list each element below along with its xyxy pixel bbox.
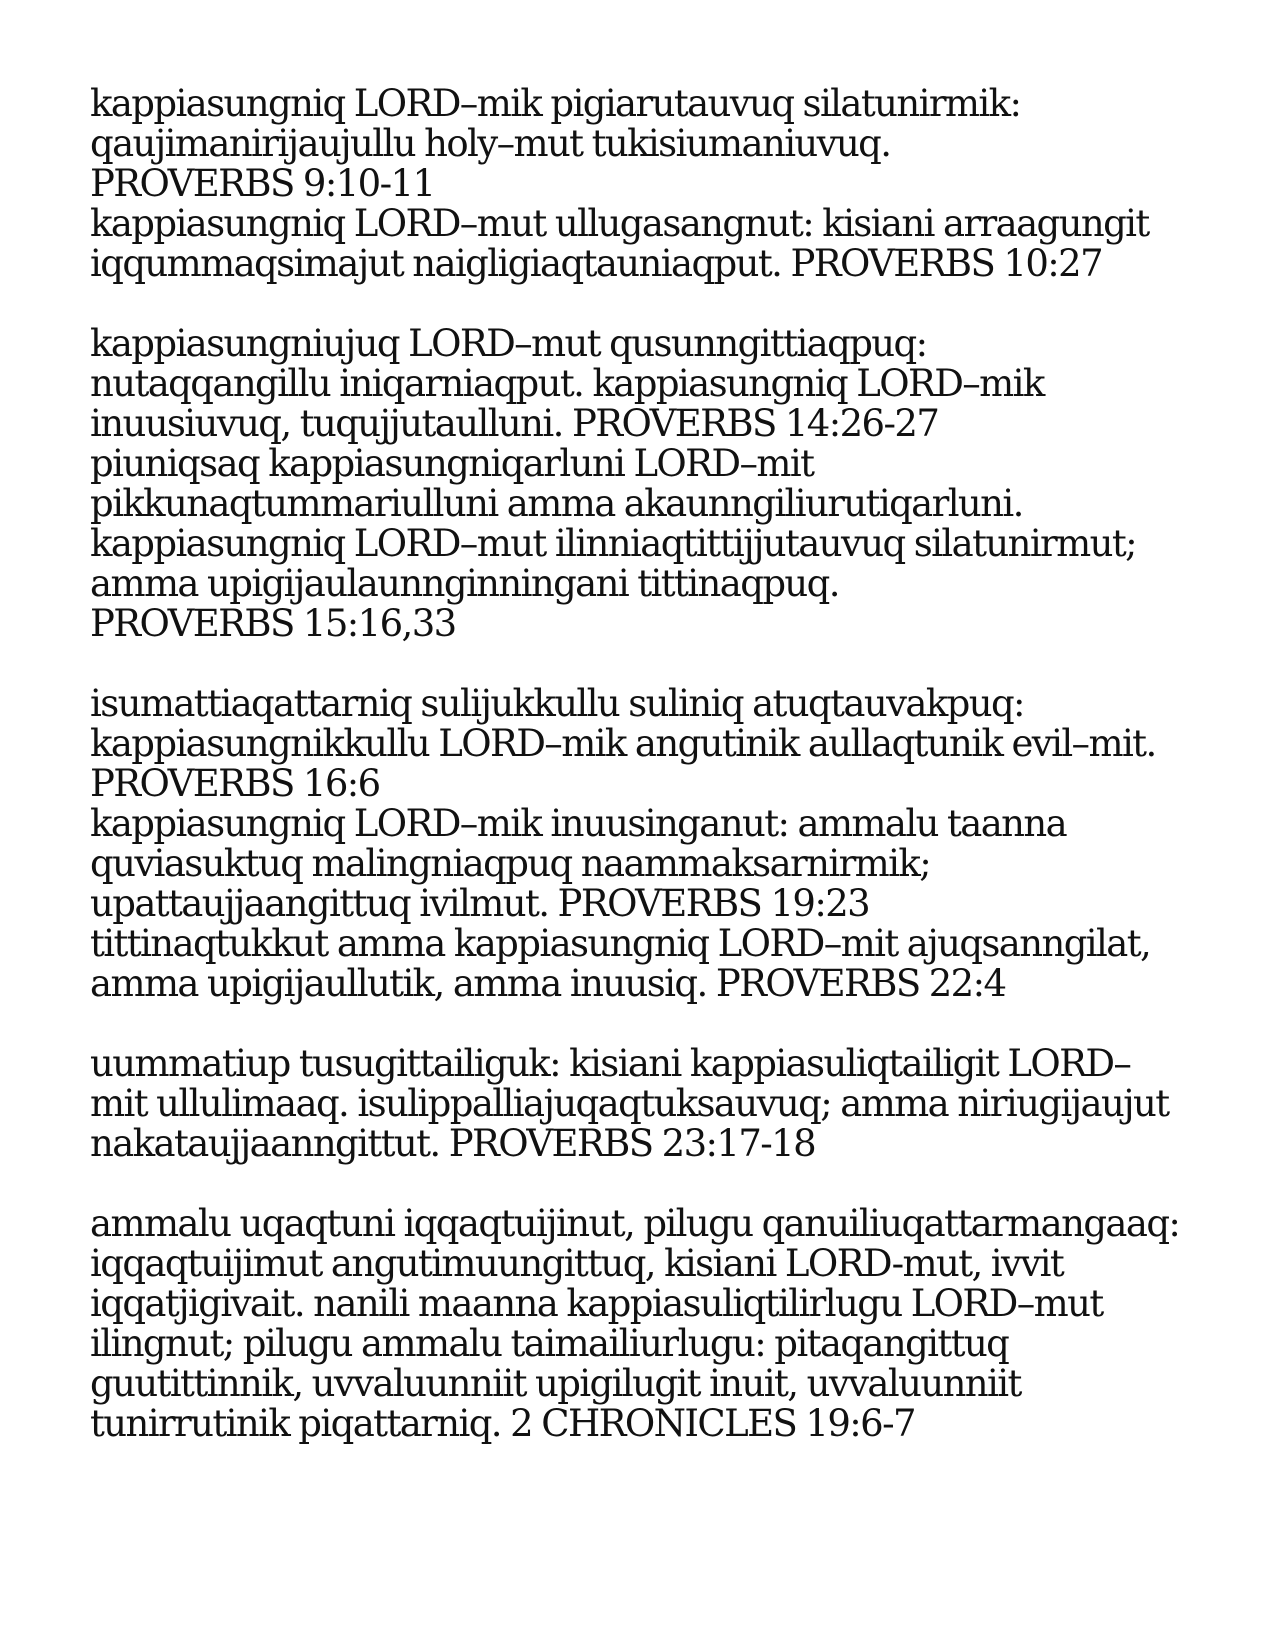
text-line: PROVERBS 16:6	[90, 762, 380, 805]
text-line: iqqaqtuijimut angutimuungittuq, kisiani LORD-mut, ivvit	[90, 1242, 1064, 1285]
text-line: ilingnut; pilugu ammalu taimailiurlugu: pitaqangittuq	[90, 1322, 1009, 1365]
text-line: pikkunaqtummariulluni amma akaunngiliurutiqarluni.	[90, 482, 1023, 525]
text-line: tunirrutinik piqattarniq. 2 CHRONICLES 19:6-7	[90, 1402, 915, 1445]
text-line: qaujimanirijaujullu holy–mut tukisiumaniuvuq.	[90, 122, 891, 165]
text-line: inuusiuvuq, tuqujjutaulluni. PROVERBS 14:26-27	[90, 402, 939, 445]
text-line: kappiasungniujuq LORD–mut qusunngittiaqpuq:	[90, 322, 927, 365]
text-line: iqqatjigivait. nanili maanna kappiasuliqtilirlugu LORD–mut	[90, 1282, 1103, 1325]
text-line: quviasuktuq malingniaqpuq naammaksarnirmik;	[90, 842, 931, 885]
text-line: PROVERBS 15:16,33	[90, 602, 456, 645]
verse-block-1	[90, 84, 1250, 284]
text-line: upattaujjaangittuq ivilmut. PROVERBS 19:23	[90, 882, 870, 925]
text-line: iqqummaqsimajut naigligiaqtauniaqput. PROVERBS 10:27	[90, 242, 1103, 285]
text-line: PROVERBS 9:10-11	[90, 162, 435, 205]
text-line: kappiasungnikkullu LORD–mik angutinik aullaqtunik evil–mit.	[90, 722, 1156, 765]
verse-block-2	[90, 324, 1250, 644]
text-line: kappiasungniq LORD–mik pigiarutauvuq silatunirmik:	[90, 82, 1021, 125]
text-line: kappiasungniq LORD–mut ullugasangnut: kisiani arraagungit	[90, 202, 1149, 245]
text-line: kappiasungniq LORD–mut ilinniaqtittijjutauvuq silatunirmut;	[90, 522, 1136, 565]
text-line: kappiasungniq LORD–mik inuusinganut: ammalu taanna	[90, 802, 1067, 845]
text-line: uummatiup tusugittailiguk: kisiani kappiasuliqtailigit LORD–	[90, 1042, 1131, 1085]
text-line: nutaqqangillu iniqarniaqput. kappiasungniq LORD–mik	[90, 362, 1044, 405]
document-page	[90, 84, 1250, 1444]
verse-block-5	[90, 1204, 1250, 1444]
text-line: mit ullulimaaq. isulippalliajuqaqtuksauvuq; amma niriugijaujut	[90, 1082, 1169, 1125]
verse-block-4	[90, 1044, 1250, 1164]
text-line: guutittinnik, uvvaluunniit upigilugit inuit, uvvaluunniit	[90, 1362, 1021, 1405]
text-line: amma upigijaullutik, amma inuusiq. PROVERBS 22:4	[90, 962, 1006, 1005]
text-line: amma upigijaulaunnginningani tittinaqpuq.	[90, 562, 839, 605]
verse-block-3	[90, 684, 1250, 1004]
text-line: piuniqsaq kappiasungniqarluni LORD–mit	[90, 442, 814, 485]
text-line: isumattiaqattarniq sulijukkullu suliniq atuqtauvakpuq:	[90, 682, 1024, 725]
text-line: tittinaqtukkut amma kappiasungniq LORD–mit ajuqsanngilat,	[90, 922, 1151, 965]
text-line: ammalu uqaqtuni iqqaqtuijinut, pilugu qanuiliuqattarmangaaq:	[90, 1202, 1180, 1245]
text-line: nakataujjaanngittut. PROVERBS 23:17-18	[90, 1122, 816, 1165]
